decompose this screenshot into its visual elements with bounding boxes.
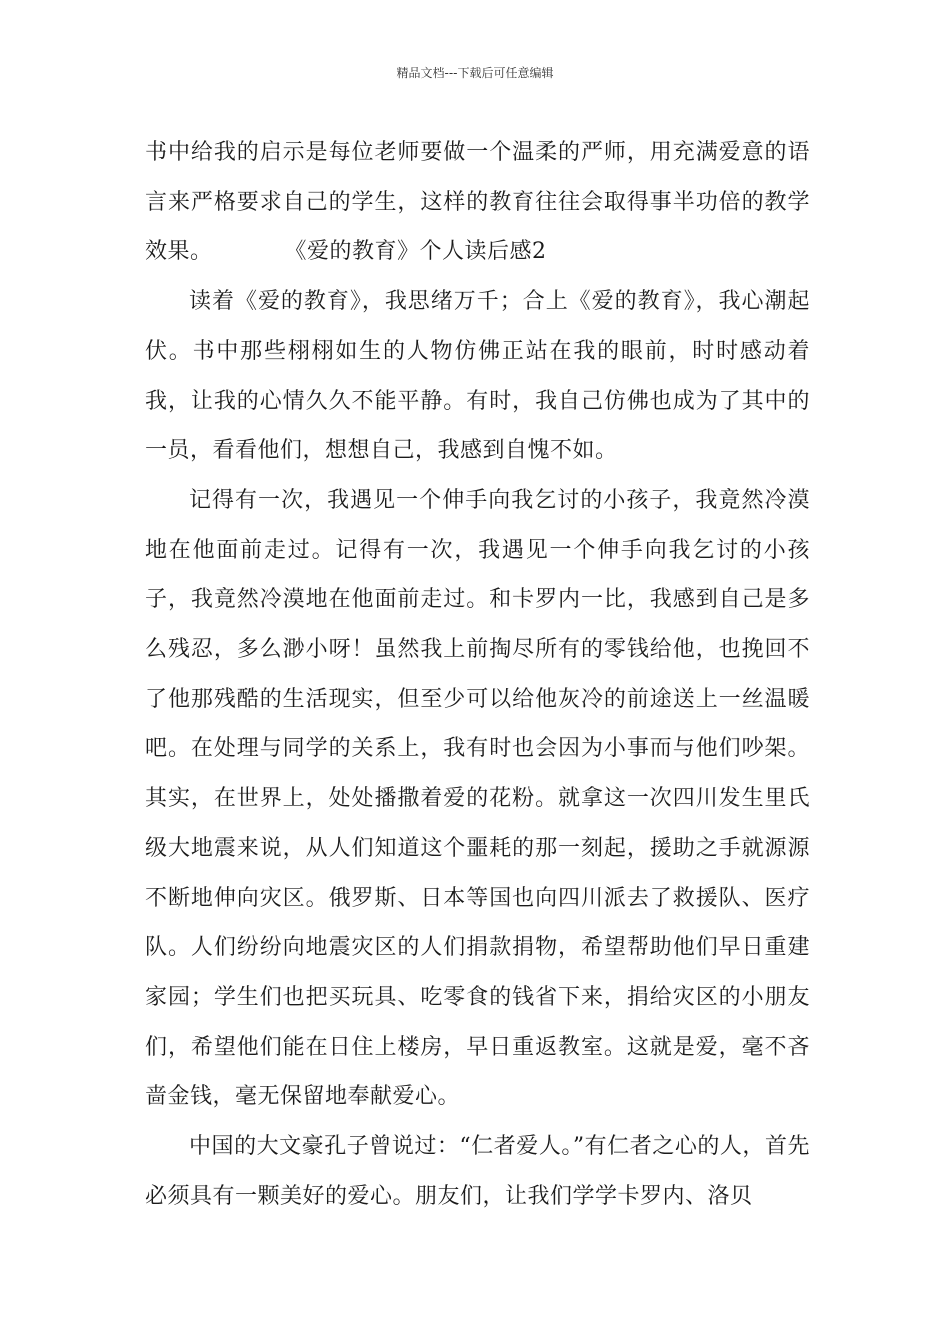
document-body xyxy=(145,128,810,1221)
page-header: 精品文档---下载后可任意编辑 xyxy=(396,66,554,80)
paragraph-2: 记得有一次，我遇见一个伸手向我乞讨的小孩子，我竟然冷漠地在他面前走过。记得有一次，我遇见一个伸手向我乞讨的小孩子，我竟然冷漠地在他面前走过。和卡罗内一比，我感到自己是多么残忍，多么渺小呀！虽然我上前掏尽所有的零钱给他，也挽回不了他那残酷的生活现实，但至少可以给他灰冷的前途送上一丝温暖吧。在处理与同学的关系上，我有时也会因为小事而与他们吵架。其实，在世界上，处处播撒着爱的花粉。就拿这一次四川发生里氏级大地震来说，从人们知道这个噩耗的那一刻起，援助之手就源源不断地伸向灾区。俄罗斯、日本等国也向四川派去了救援队、医疗队。人们纷纷向地震灾区的人们捐款捐物，希望帮助他们早日重建家园；学生们也把买玩具、吃零食的钱省下来，捐给灾区的小朋友们，希望他们能在日住上楼房，早日重返教室。这就是爱，毫不吝啬金钱，毫无保留地奉献爱心。 xyxy=(145,487,810,1110)
section-title: 《爱的教育》个人读后感2 xyxy=(284,239,547,265)
paragraph-intro-text: 书中给我的启示是每位老师要做一个温柔的严师，用充满爱意的语言来严格要求自己的学生，这样的教育往往会取得事半功倍的教学效果。 xyxy=(145,140,810,265)
paragraph-3: 中国的大文豪孔子曾说过：“仁者爱人。”有仁者之心的人，首先必须具有一颗美好的爱心。朋友们，让我们学学卡罗内、洛贝 xyxy=(145,1134,810,1209)
paragraph-intro xyxy=(145,128,810,277)
paragraph-1: 读着《爱的教育》，我思绪万千；合上《爱的教育》，我心潮起伏。书中那些栩栩如生的人物仿佛正站在我的眼前，时时感动着我，让我的心情久久不能平静。有时，我自己仿佛也成为了其中的一员，看看他们，想想自己，我感到自愧不如。 xyxy=(145,289,810,464)
